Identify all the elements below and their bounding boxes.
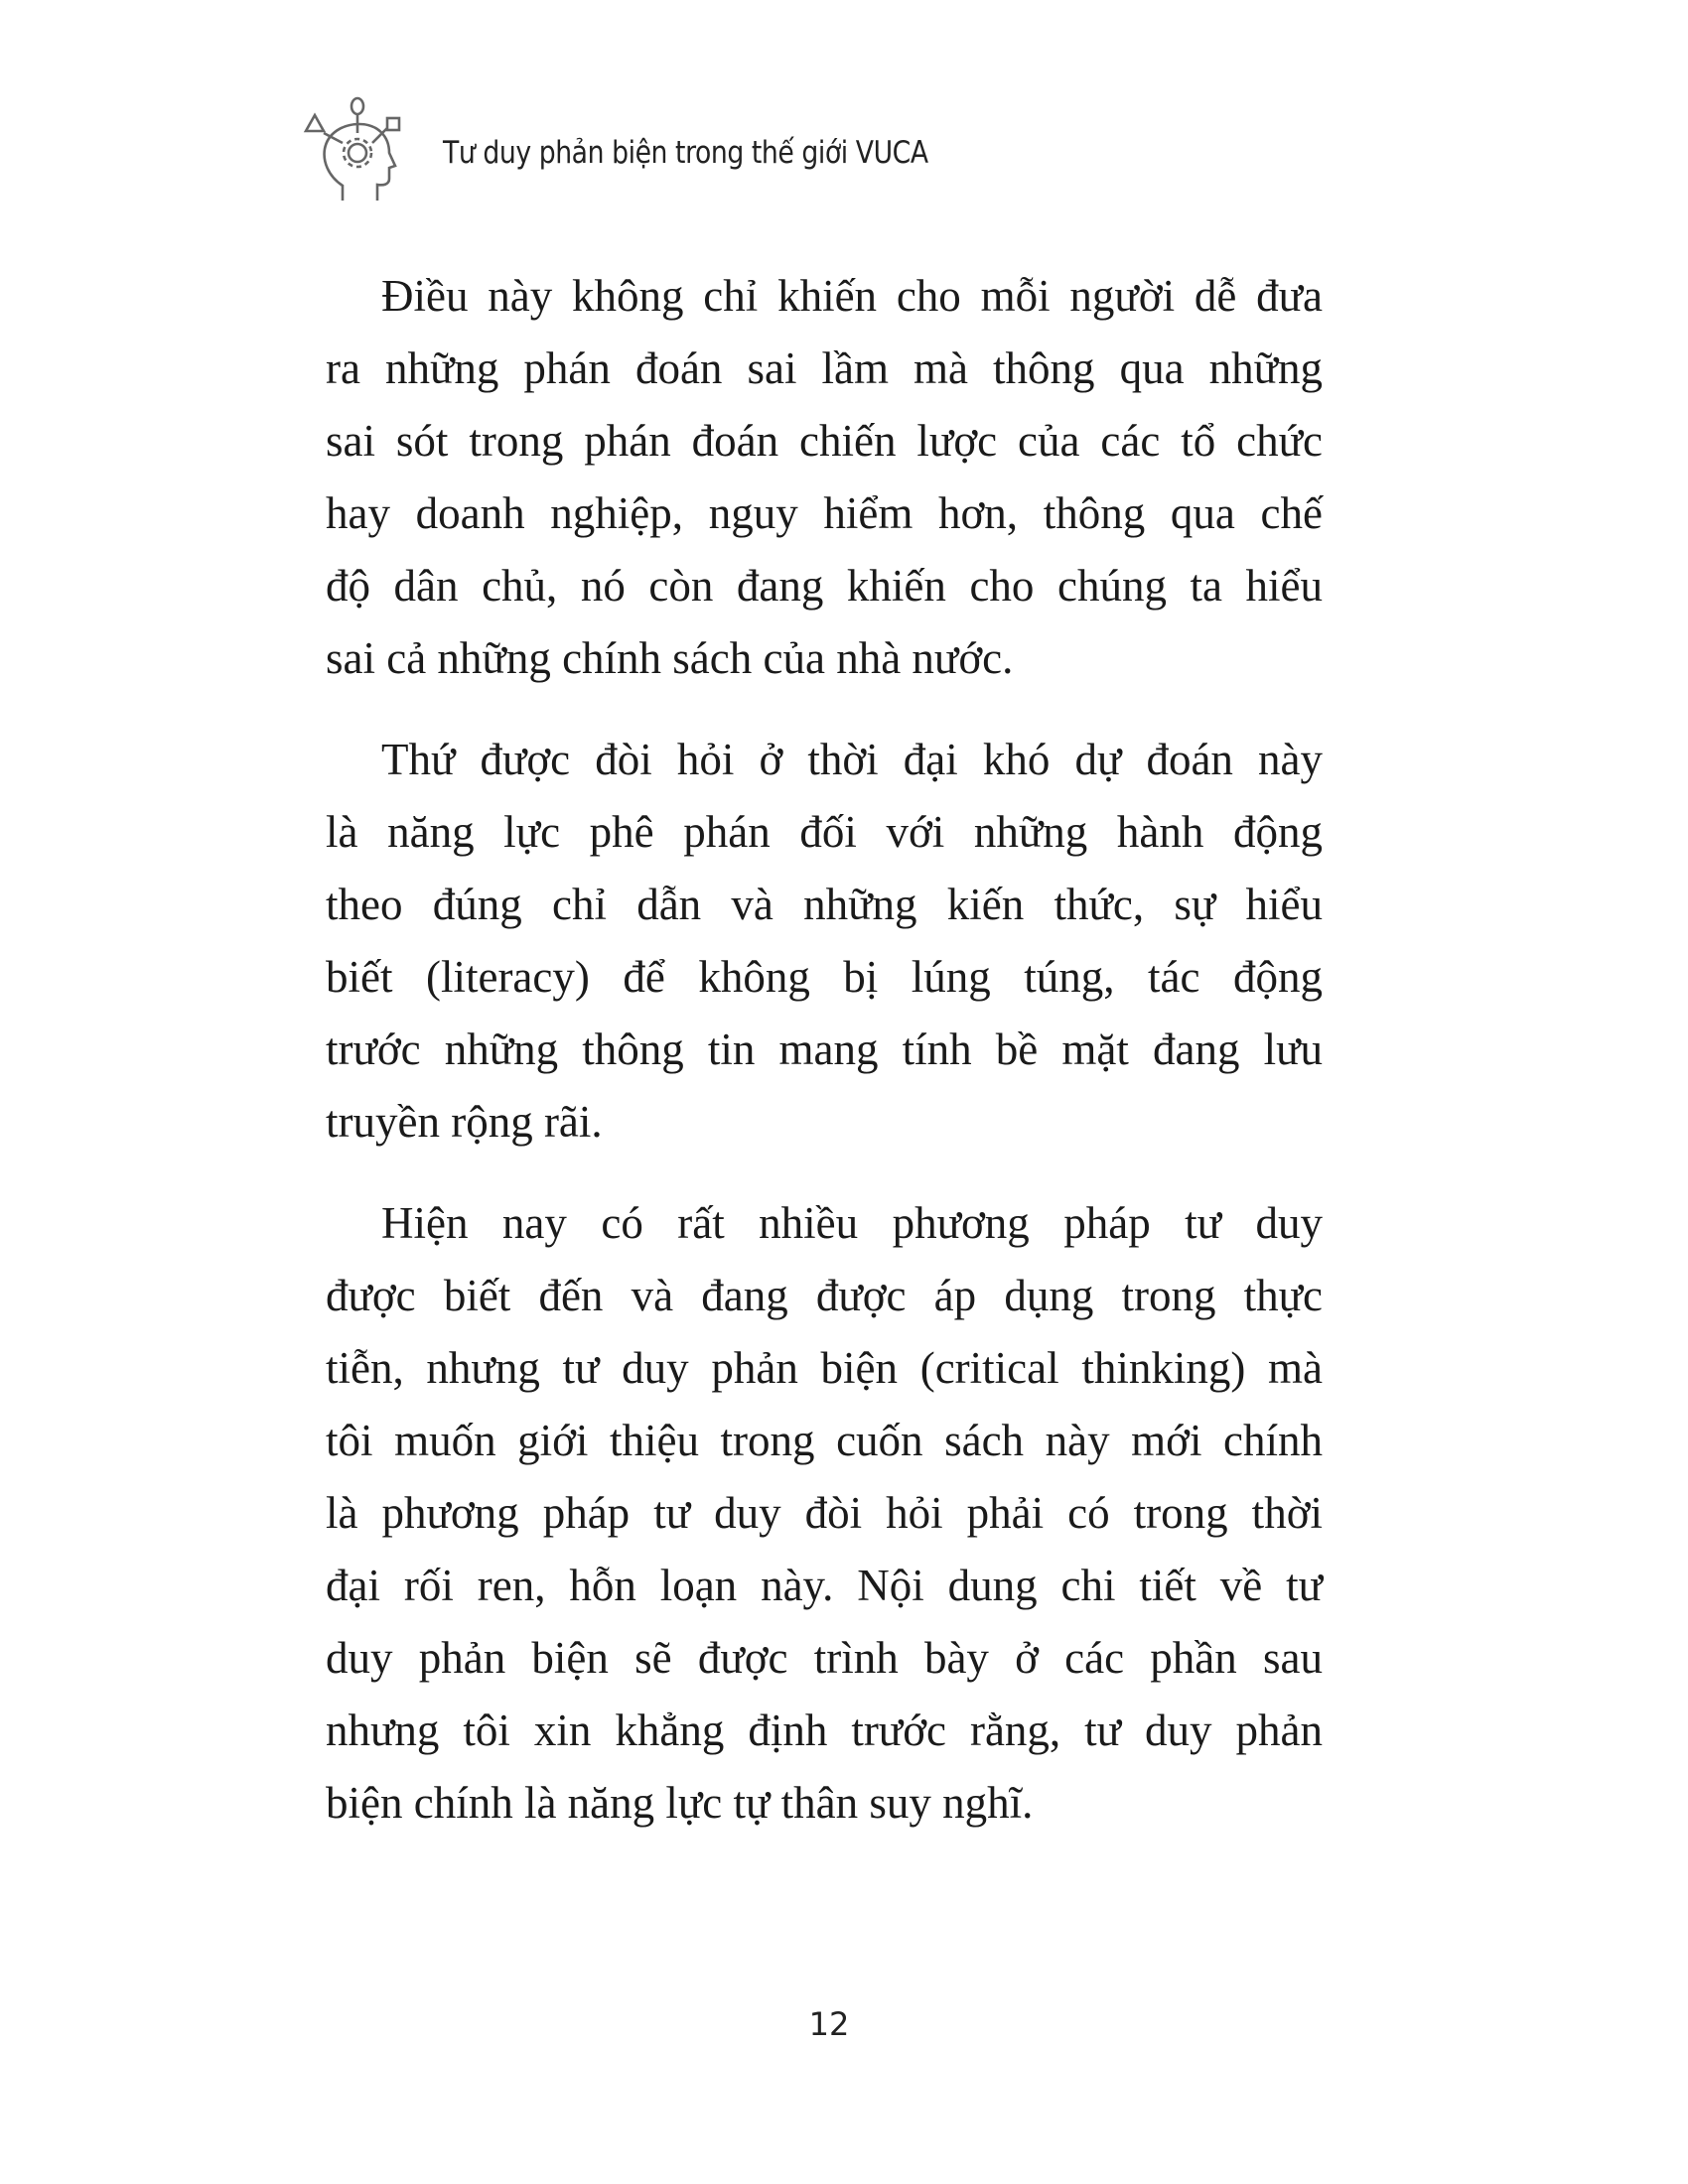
head-with-gear-icon — [298, 91, 417, 205]
running-header — [298, 91, 1092, 205]
text-line: được biết đến và đang được áp dụng trong thực — [326, 1271, 1323, 1320]
paragraph-3 — [326, 1187, 1323, 1840]
page-number: 12 — [808, 2005, 850, 2043]
paragraph-2 — [326, 724, 1323, 1159]
text-line: là phương pháp tư duy đòi hỏi phải có trong thời — [326, 1488, 1323, 1538]
text-line: theo đúng chỉ dẫn và những kiến thức, sự hiểu — [326, 880, 1323, 929]
text-line: Hiện nay có rất nhiều phương pháp tư duy — [381, 1198, 1323, 1248]
text-line: sai sót trong phán đoán chiến lược của các tổ chức — [326, 416, 1323, 466]
text-line: tiễn, nhưng tư duy phản biện (critical thinking) mà — [326, 1343, 1323, 1393]
text-line: ra những phán đoán sai lầm mà thông qua những — [326, 343, 1323, 393]
text-line: truyền rộng rãi. — [326, 1097, 603, 1147]
text-line: là năng lực phê phán đối với những hành động — [326, 807, 1323, 857]
body-text — [326, 260, 1323, 1868]
text-line: hay doanh nghiệp, nguy hiểm hơn, thông qua chế — [326, 488, 1323, 538]
paragraph-1 — [326, 260, 1323, 695]
text-line: trước những thông tin mang tính bề mặt đang lưu — [326, 1024, 1323, 1074]
text-line: biết (literacy) để không bị lúng túng, tác động — [326, 952, 1323, 1002]
text-line: biện chính là năng lực tự thân suy nghĩ. — [326, 1778, 1034, 1828]
text-line: tôi muốn giới thiệu trong cuốn sách này mới chính — [326, 1416, 1323, 1465]
text-line: nhưng tôi xin khẳng định trước rằng, tư duy phản — [326, 1706, 1323, 1755]
text-line: sai cả những chính sách của nhà nước. — [326, 633, 1014, 683]
text-line: duy phản biện sẽ được trình bày ở các phần sau — [326, 1633, 1323, 1683]
text-line: đại rối ren, hỗn loạn này. Nội dung chi tiết về tư — [326, 1561, 1323, 1610]
running-title: Tư duy phản biện trong thế giới VUCA — [443, 135, 928, 171]
text-line: độ dân chủ, nó còn đang khiến cho chúng ta hiểu — [326, 561, 1323, 611]
text-line: Điều này không chỉ khiến cho mỗi người dễ đưa — [381, 271, 1323, 321]
text-line: Thứ được đòi hỏi ở thời đại khó dự đoán này — [381, 735, 1323, 784]
